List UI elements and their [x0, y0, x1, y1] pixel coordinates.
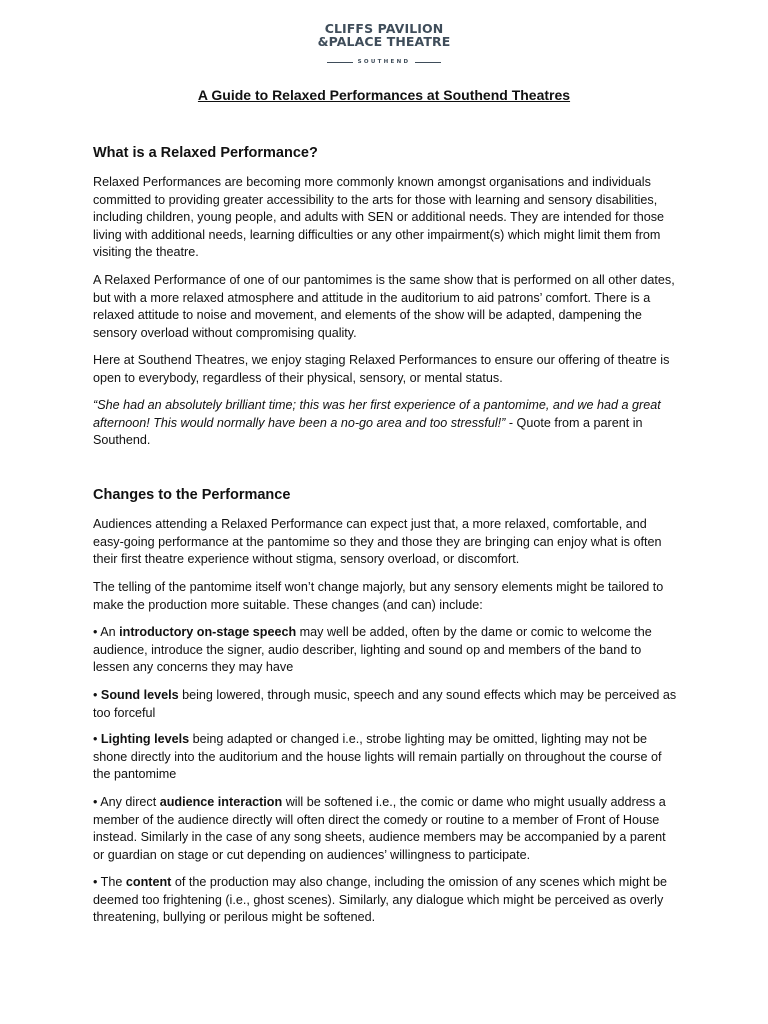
bullet-text: being lowered, through music, speech and any sound effects which may be perceived as too forceful	[93, 688, 677, 720]
bullet-text: •	[93, 688, 101, 702]
quote-attribution: - Quote from a parent in Southend.	[93, 415, 643, 448]
bullet-keyword: audience interaction	[159, 795, 283, 809]
section-heading-what-is: What is a Relaxed Performance?	[93, 145, 318, 161]
logo-rule-right	[415, 62, 441, 63]
section-heading-changes: Changes to the Performance	[93, 487, 291, 503]
venue-logo	[0, 22, 768, 67]
paragraph: Audiences attending a Relaxed Performance can expect just that, a more relaxed, comfortable, and easy-going performance at the pantomime so they and those they are bringing can enjoy what is often their first theatre experience without stigma, sensory overload, or discomfort.	[93, 517, 662, 567]
bullet-text: • Any direct	[93, 795, 160, 809]
bullet-keyword: introductory on-stage speech	[119, 625, 297, 639]
paragraph: Here at Southend Theatres, we enjoy staging Relaxed Performances to ensure our offering of theatre is open to everybody, regardless of their physical, sensory, or mental status.	[93, 353, 670, 385]
bullet-item	[93, 624, 677, 677]
bullet-text: •	[93, 732, 101, 746]
paragraph: A Relaxed Performance of one of our pantomimes is the same show that is performed on all other dates, but with a more relaxed atmosphere and attitude in the auditorium to aid patrons’ comfort. There is a relaxed attitude to noise and movement, and elements of the show will be adapted, dampening the sensory overload without compromising quality.	[93, 273, 675, 340]
paragraph: Relaxed Performances are becoming more commonly known amongst organisations and individuals committed to providing greater accessibility to the arts for those with learning and sensory disabilities, including children, young people, and adults with SEN or additional needs. They are intended for those living with additional needs, learning difficulties or any other impairment(s) which might limit them from visiting the theatre.	[93, 175, 665, 260]
bullet-text: of the production may also change, including the omission of any scenes which might be deemed too frightening (i.e., ghost scenes). Similarly, any dialogue which might be perceived as overly threatening, bullying or perilous might be softened.	[93, 875, 668, 925]
quote-paragraph	[93, 397, 677, 450]
logo-rule-left	[327, 62, 353, 63]
logo-subline	[327, 59, 442, 66]
bullet-item	[93, 794, 677, 864]
logo-line-3: SOUTHEND	[357, 59, 411, 65]
bullet-text: • The	[93, 875, 126, 889]
logo-line-2: &PALACE THEATRE	[317, 34, 451, 49]
parent-quote: “She had an absolutely brilliant time; this was her first experience of a pantomime, and we had a great afternoon! This would normally have been a no-go area and too stressful!”	[93, 398, 661, 430]
bullet-item	[93, 874, 677, 927]
bullet-text: may well be added, often by the dame or comic to welcome the audience, introduce the signer, audio describer, lighting and sound op and members of the band to lessen any concerns they may have	[93, 625, 652, 675]
bullet-keyword: content	[125, 875, 172, 889]
bullet-text: being adapted or changed i.e., strobe lighting may be omitted, lighting may not be shone directly into the auditorium and the house lights will remain partially on throughout the course of the pantomime	[93, 732, 662, 782]
bullet-keyword: Lighting levels	[100, 732, 190, 746]
bullet-keyword: Sound levels	[100, 688, 179, 702]
paragraph: The telling of the pantomime itself won’t change majorly, but any sensory elements might be tailored to make the production more suitable. These changes (and can) include:	[93, 580, 664, 612]
bullet-item	[93, 731, 677, 784]
bullet-text: • An	[93, 625, 120, 639]
document-title: A Guide to Relaxed Performances at Southend Theatres	[197, 87, 571, 103]
bullet-item	[93, 687, 677, 722]
bullet-text: will be softened i.e., the comic or dame who might usually address a member of the audience directly will often direct the comedy or routine to a member of Front of House instead. Similarly in the case of any song sheets, audience members may be accompanied by a parent or guardian on stage or cut depending on audiences’ willingness to participate.	[93, 795, 666, 862]
logo-line-1: CLIFFS PAVILION	[324, 21, 444, 36]
